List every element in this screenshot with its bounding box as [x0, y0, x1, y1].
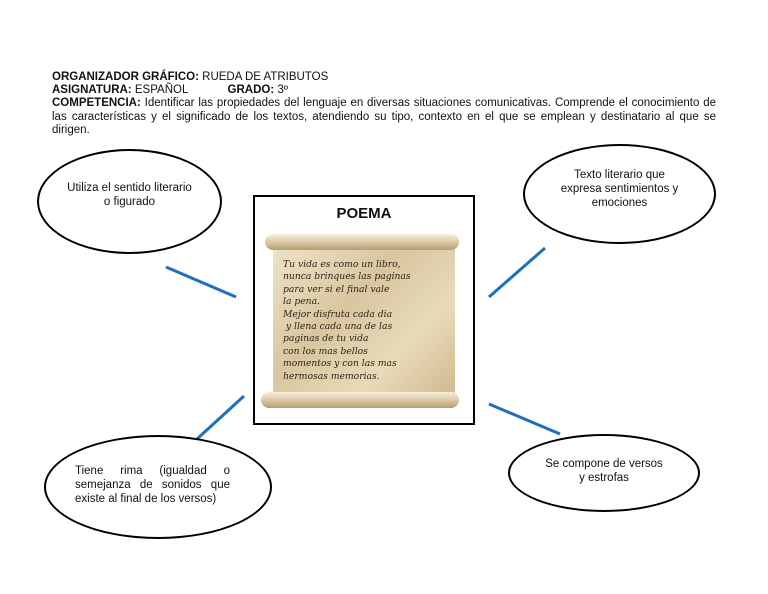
attribute-text-top-left: [55, 181, 204, 209]
competence-value: Identificar las propiedades del lenguaje en diversas situaciones comunicativas. Comprende el conocimiento de las características y el significado de los textos, atendiendo su tipo, contexto en el que se emplean y destinatario al que se dirigen.: [52, 97, 716, 136]
connector-bottom-right: [489, 404, 560, 434]
attribute-line: Utiliza el sentido literario: [67, 182, 192, 194]
poem-line: para ver si el final vale: [283, 283, 390, 295]
poem-line: Tu vida es como un libro,: [283, 259, 401, 270]
attribute-line: emociones: [591, 197, 648, 209]
attribute-line: Se compone de versos: [545, 458, 663, 470]
poem-line: nunca brinques las paginas: [283, 271, 411, 283]
attribute-line: Texto literario que: [574, 169, 665, 181]
competence-label: COMPETENCIA:: [52, 97, 141, 110]
attribute-line: o figurado: [103, 196, 156, 208]
poem-line: Mejor disfruta cada dia: [283, 308, 393, 320]
connector-bottom-left: [197, 396, 244, 439]
attribute-text-bottom-left: [75, 464, 230, 506]
poem-line: con los mas bellos: [283, 345, 368, 357]
connector-top-right: [489, 248, 545, 297]
organizer-label: ORGANIZADOR GRÁFICO:: [52, 71, 199, 83]
attribute-line: y estrofas: [579, 472, 629, 484]
subject-label: ASIGNATURA:: [52, 84, 132, 97]
attribute-line: existe al final de los versos): [75, 493, 217, 505]
attribute-text-bottom-right: [525, 457, 683, 485]
grade-label: GRADO:: [227, 84, 275, 97]
organizer-value: RUEDA DE ATRIBUTOS: [202, 71, 329, 83]
poem-line: y llena cada una de las: [283, 321, 393, 333]
poem-title: POEMA: [336, 205, 392, 222]
poem-line: momentos y con las mas: [283, 358, 397, 370]
attribute-line: expresa sentimientos y: [560, 183, 679, 195]
poem-line: paginas de tu vida: [283, 333, 369, 345]
attribute-line: Tiene rima (igualdad o: [75, 465, 230, 477]
grade-value: 3º: [277, 84, 288, 97]
attribute-line: semejanza de sonidos que: [75, 479, 230, 491]
attribute-text-top-right: [540, 168, 699, 210]
connector-top-left: [166, 267, 236, 297]
poem-text: [283, 259, 453, 383]
poem-line: hermosas memorias.: [283, 370, 380, 382]
poem-line: la pena.: [283, 296, 320, 308]
scroll-image: [261, 232, 467, 416]
scroll-top-roll: [265, 234, 459, 250]
subject-value: ESPAÑOL: [134, 84, 189, 97]
center-poem-box: [253, 195, 475, 425]
scroll-bottom-roll: [261, 392, 459, 408]
